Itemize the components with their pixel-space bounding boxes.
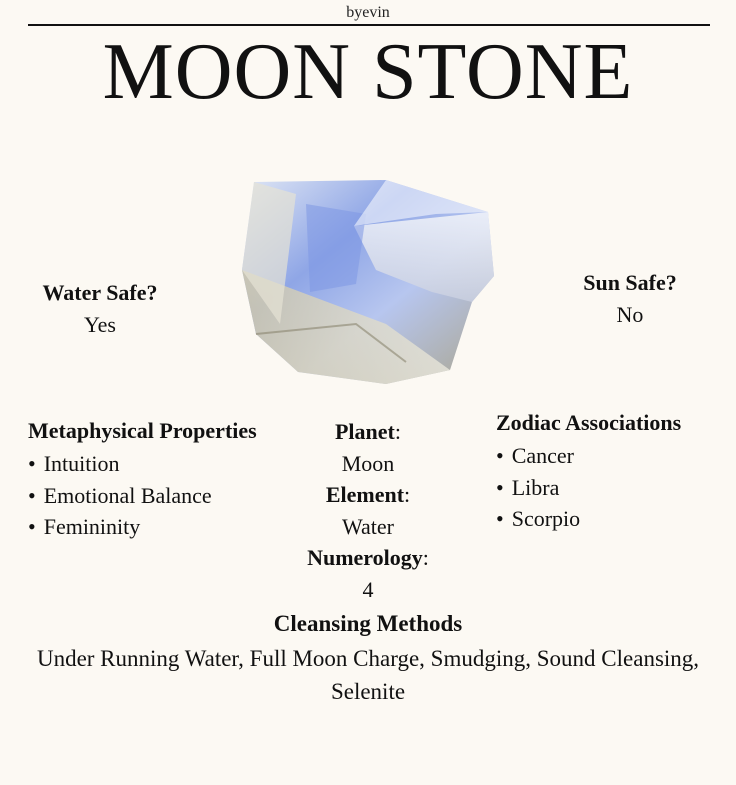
zodiac-associations-label: Zodiac Associations (496, 410, 682, 435)
page-title: MOON STONE (102, 28, 634, 116)
cleansing-methods-label: Cleansing Methods (273, 611, 463, 636)
water-safe-section (30, 280, 170, 338)
list-item: • Scorpio (496, 503, 726, 535)
zodiac-associations-list (496, 440, 726, 535)
planet-element-numerology-section: Planet: Moon Element: Water Numerology: 4 (268, 416, 468, 605)
sun-safe-section (560, 270, 700, 328)
element-label: Element (325, 482, 405, 507)
cleansing-methods-value: Under Running Water, Full Moon Charge, Smudging, Sound Cleansing, Selenite (36, 646, 700, 704)
byline: byevin (346, 4, 390, 21)
numerology-label: Numerology (307, 545, 423, 570)
planet-label: Planet (334, 419, 395, 444)
numerology-value: 4 (362, 576, 374, 602)
sun-safe-label: Sun Safe? (583, 270, 677, 295)
moonstone-crystal-icon (236, 174, 498, 386)
zodiac-associations-section (496, 408, 726, 535)
list-item: • Intuition (28, 448, 318, 480)
water-safe-value: Yes (83, 312, 116, 337)
cleansing-methods-section (0, 608, 736, 708)
list-item: • Libra (496, 472, 726, 504)
water-safe-label: Water Safe? (42, 280, 158, 305)
sun-safe-value: No (616, 302, 644, 327)
list-item: • Femininity (28, 511, 318, 543)
element-value: Water (342, 513, 394, 539)
list-item: • Emotional Balance (28, 480, 318, 512)
planet-value: Moon (341, 450, 395, 476)
list-item: • Cancer (496, 440, 726, 472)
metaphysical-properties-label: Metaphysical Properties (28, 418, 257, 443)
